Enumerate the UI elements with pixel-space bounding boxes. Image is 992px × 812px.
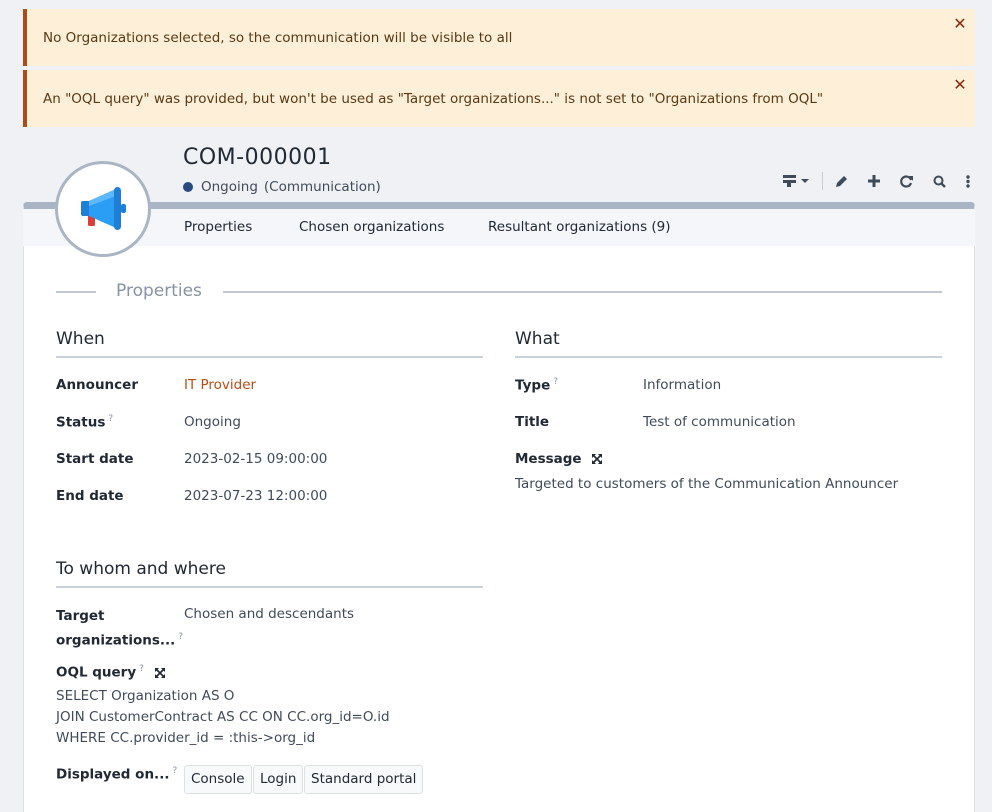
object-class: (Communication) — [263, 179, 381, 195]
tab-bar — [23, 209, 975, 246]
help-hint-icon[interactable]: ? — [108, 414, 114, 424]
field-label-title: Title — [515, 414, 550, 430]
close-icon[interactable]: ✕ — [953, 14, 967, 33]
field-value-message: Targeted to customers of the Communication Announcer — [515, 476, 899, 492]
field-label-type — [515, 377, 558, 394]
field-label-target-organizations — [56, 606, 183, 652]
more-button[interactable] — [966, 170, 970, 192]
megaphone-icon — [76, 182, 130, 236]
field-label-start-date: Start date — [56, 451, 134, 467]
displayed-on-standard-portal: Standard portal — [304, 765, 423, 794]
tab-chosen-organizations[interactable]: Chosen organizations — [299, 219, 445, 235]
fieldset-what-title: What — [515, 329, 942, 358]
object-toolbar — [782, 170, 970, 192]
alert-oql-unused — [23, 70, 975, 127]
oql-line: JOIN CustomerContract AS CC ON CC.org_id=O.id — [56, 709, 390, 725]
status-dot-icon — [183, 182, 193, 192]
oql-line: WHERE CC.provider_id = :this->org_id — [56, 730, 316, 746]
fieldset-when-title: When — [56, 329, 483, 358]
section-divider — [56, 291, 96, 293]
field-label-announcer: Announcer — [56, 377, 138, 393]
add-button[interactable] — [868, 170, 880, 192]
tab-resultant-organizations[interactable]: Resultant organizations (9) — [488, 219, 671, 235]
field-label-message — [515, 451, 602, 467]
field-label-displayed-on — [56, 766, 177, 783]
field-value-start-date: 2023-02-15 09:00:00 — [184, 451, 328, 467]
alert-text: An "OQL query" was provided, but won't be used as "Target organizations..." is not set to "Organizations from OQL" — [43, 90, 824, 107]
help-hint-icon[interactable]: ? — [553, 377, 559, 387]
add-icon — [868, 175, 880, 187]
field-label-end-date: End date — [56, 488, 124, 504]
field-value-oql-query — [56, 686, 390, 749]
fieldset-whom-title: To whom and where — [56, 559, 483, 588]
more-icon — [966, 175, 970, 188]
field-label-text: Displayed on... — [56, 766, 170, 783]
alert-text: No Organizations selected, so the communication will be visible to all — [43, 29, 513, 46]
toolbar-separator — [822, 172, 823, 190]
ticket-dropdown-button[interactable] — [782, 170, 810, 192]
field-value-announcer[interactable]: IT Provider — [184, 377, 257, 393]
field-value-end-date: 2023-07-23 12:00:00 — [184, 488, 328, 504]
help-hint-icon[interactable]: ? — [172, 766, 178, 776]
field-label-oql-query — [56, 664, 165, 681]
section-divider — [223, 291, 942, 293]
field-label-text: OQL query — [56, 664, 137, 681]
displayed-on-login: Login — [253, 765, 303, 794]
ticket-dropdown-icon — [782, 174, 810, 188]
refresh-button[interactable] — [900, 170, 913, 192]
field-value-title: Test of communication — [643, 414, 796, 430]
search-button[interactable] — [933, 170, 946, 192]
field-label-text: organizations... — [56, 632, 176, 649]
field-label-status — [56, 414, 113, 431]
fullscreen-expand-icon[interactable] — [592, 454, 602, 464]
section-title: Properties — [116, 281, 202, 301]
field-value-target-organizations: Chosen and descendants — [184, 606, 355, 622]
tab-properties[interactable]: Properties — [184, 219, 253, 235]
status-text: Ongoing — [201, 179, 258, 195]
help-hint-icon[interactable]: ? — [178, 632, 184, 642]
field-value-status: Ongoing — [184, 414, 241, 430]
properties-section-header — [56, 278, 942, 306]
alert-no-organizations — [23, 9, 975, 66]
search-icon — [933, 175, 946, 188]
edit-button[interactable] — [835, 170, 848, 192]
fullscreen-expand-icon[interactable] — [155, 668, 165, 678]
object-status — [183, 179, 381, 195]
field-label-text: Target — [56, 608, 105, 624]
field-label-text: Message — [515, 451, 582, 467]
object-title: COM-000001 — [183, 145, 332, 170]
refresh-icon — [900, 175, 913, 188]
edit-icon — [835, 175, 848, 188]
help-hint-icon[interactable]: ? — [139, 664, 144, 674]
displayed-on-console: Console — [184, 765, 252, 794]
object-avatar — [55, 161, 151, 257]
oql-line: SELECT Organization AS O — [56, 688, 235, 704]
field-label-text: Type — [515, 377, 551, 394]
field-label-text: Status — [56, 414, 106, 431]
field-value-type: Information — [643, 377, 722, 393]
close-icon[interactable]: ✕ — [953, 75, 967, 94]
